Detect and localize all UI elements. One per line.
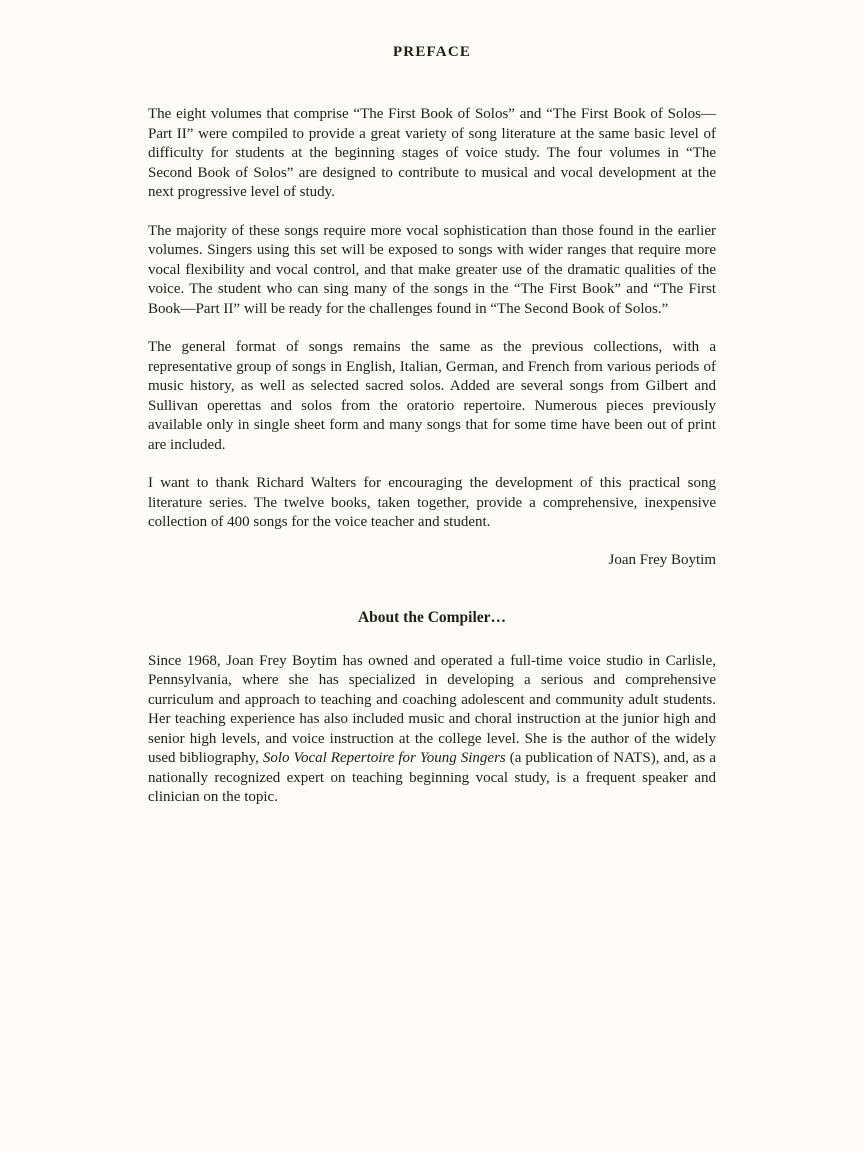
about-text-after: (a publication of NATS), and, as a nationally recognized expert on teaching beginning vocal study, is a frequent speaker and clinician on the topic. bbox=[148, 750, 716, 805]
book-title-italic: Solo Vocal Repertoire for Young Singers bbox=[262, 750, 506, 766]
about-paragraph bbox=[148, 652, 716, 808]
about-compiler-heading: About the Compiler… bbox=[357, 608, 507, 626]
preface-paragraph-4: I want to thank Richard Walters for encouraging the development of this practical song literature series. The twelve books, taken together, provide a comprehensive, inexpensive collection of 400 songs for the voice teacher and student. bbox=[148, 475, 716, 530]
author-signature: Joan Frey Boytim bbox=[608, 551, 716, 568]
about-text-before: Since 1968, Joan Frey Boytim has owned and operated a full-time voice studio in Carlisle, Pennsylvania, where she has specialized in developing a serious and comprehensive curriculum and approach to teaching and coaching adolescent and community adult students. Her teaching experience has also included music and choral instruction at the junior high and senior high levels, and voice instruction at the college level. She is the author of the widely used bibliography, bbox=[148, 652, 716, 766]
page-title: PREFACE bbox=[392, 44, 472, 60]
preface-paragraph-1: The eight volumes that comprise “The First Book of Solos” and “The First Book of Solos—Part II” were compiled to provide a great variety of song literature at the same basic level of difficulty for students at the beginning stages of voice study. The four volumes in “The Second Book of Solos” are designed to contribute to musical and vocal development at the next progressive level of study. bbox=[148, 106, 716, 200]
preface-paragraph-2: The majority of these songs require more vocal sophistication than those found in the earlier volumes. Singers using this set will be exposed to songs with wider ranges that require more vocal flexibility and vocal control, and that make greater use of the dramatic qualities of the voice. The student who can sing many of the songs in the “The First Book” and “The First Book—Part II” will be ready for the challenges found in “The Second Book of Solos.” bbox=[148, 222, 716, 317]
preface-paragraph-3: The general format of songs remains the same as the previous collections, with a representative group of songs in English, Italian, German, and French from various periods of music history, as well as selected sacred solos. Added are several songs from Gilbert and Sullivan operettas and solos from the oratorio repertoire. Numerous pieces previously available only in single sheet form and many songs that for some time have been out of print are included. bbox=[148, 339, 716, 453]
